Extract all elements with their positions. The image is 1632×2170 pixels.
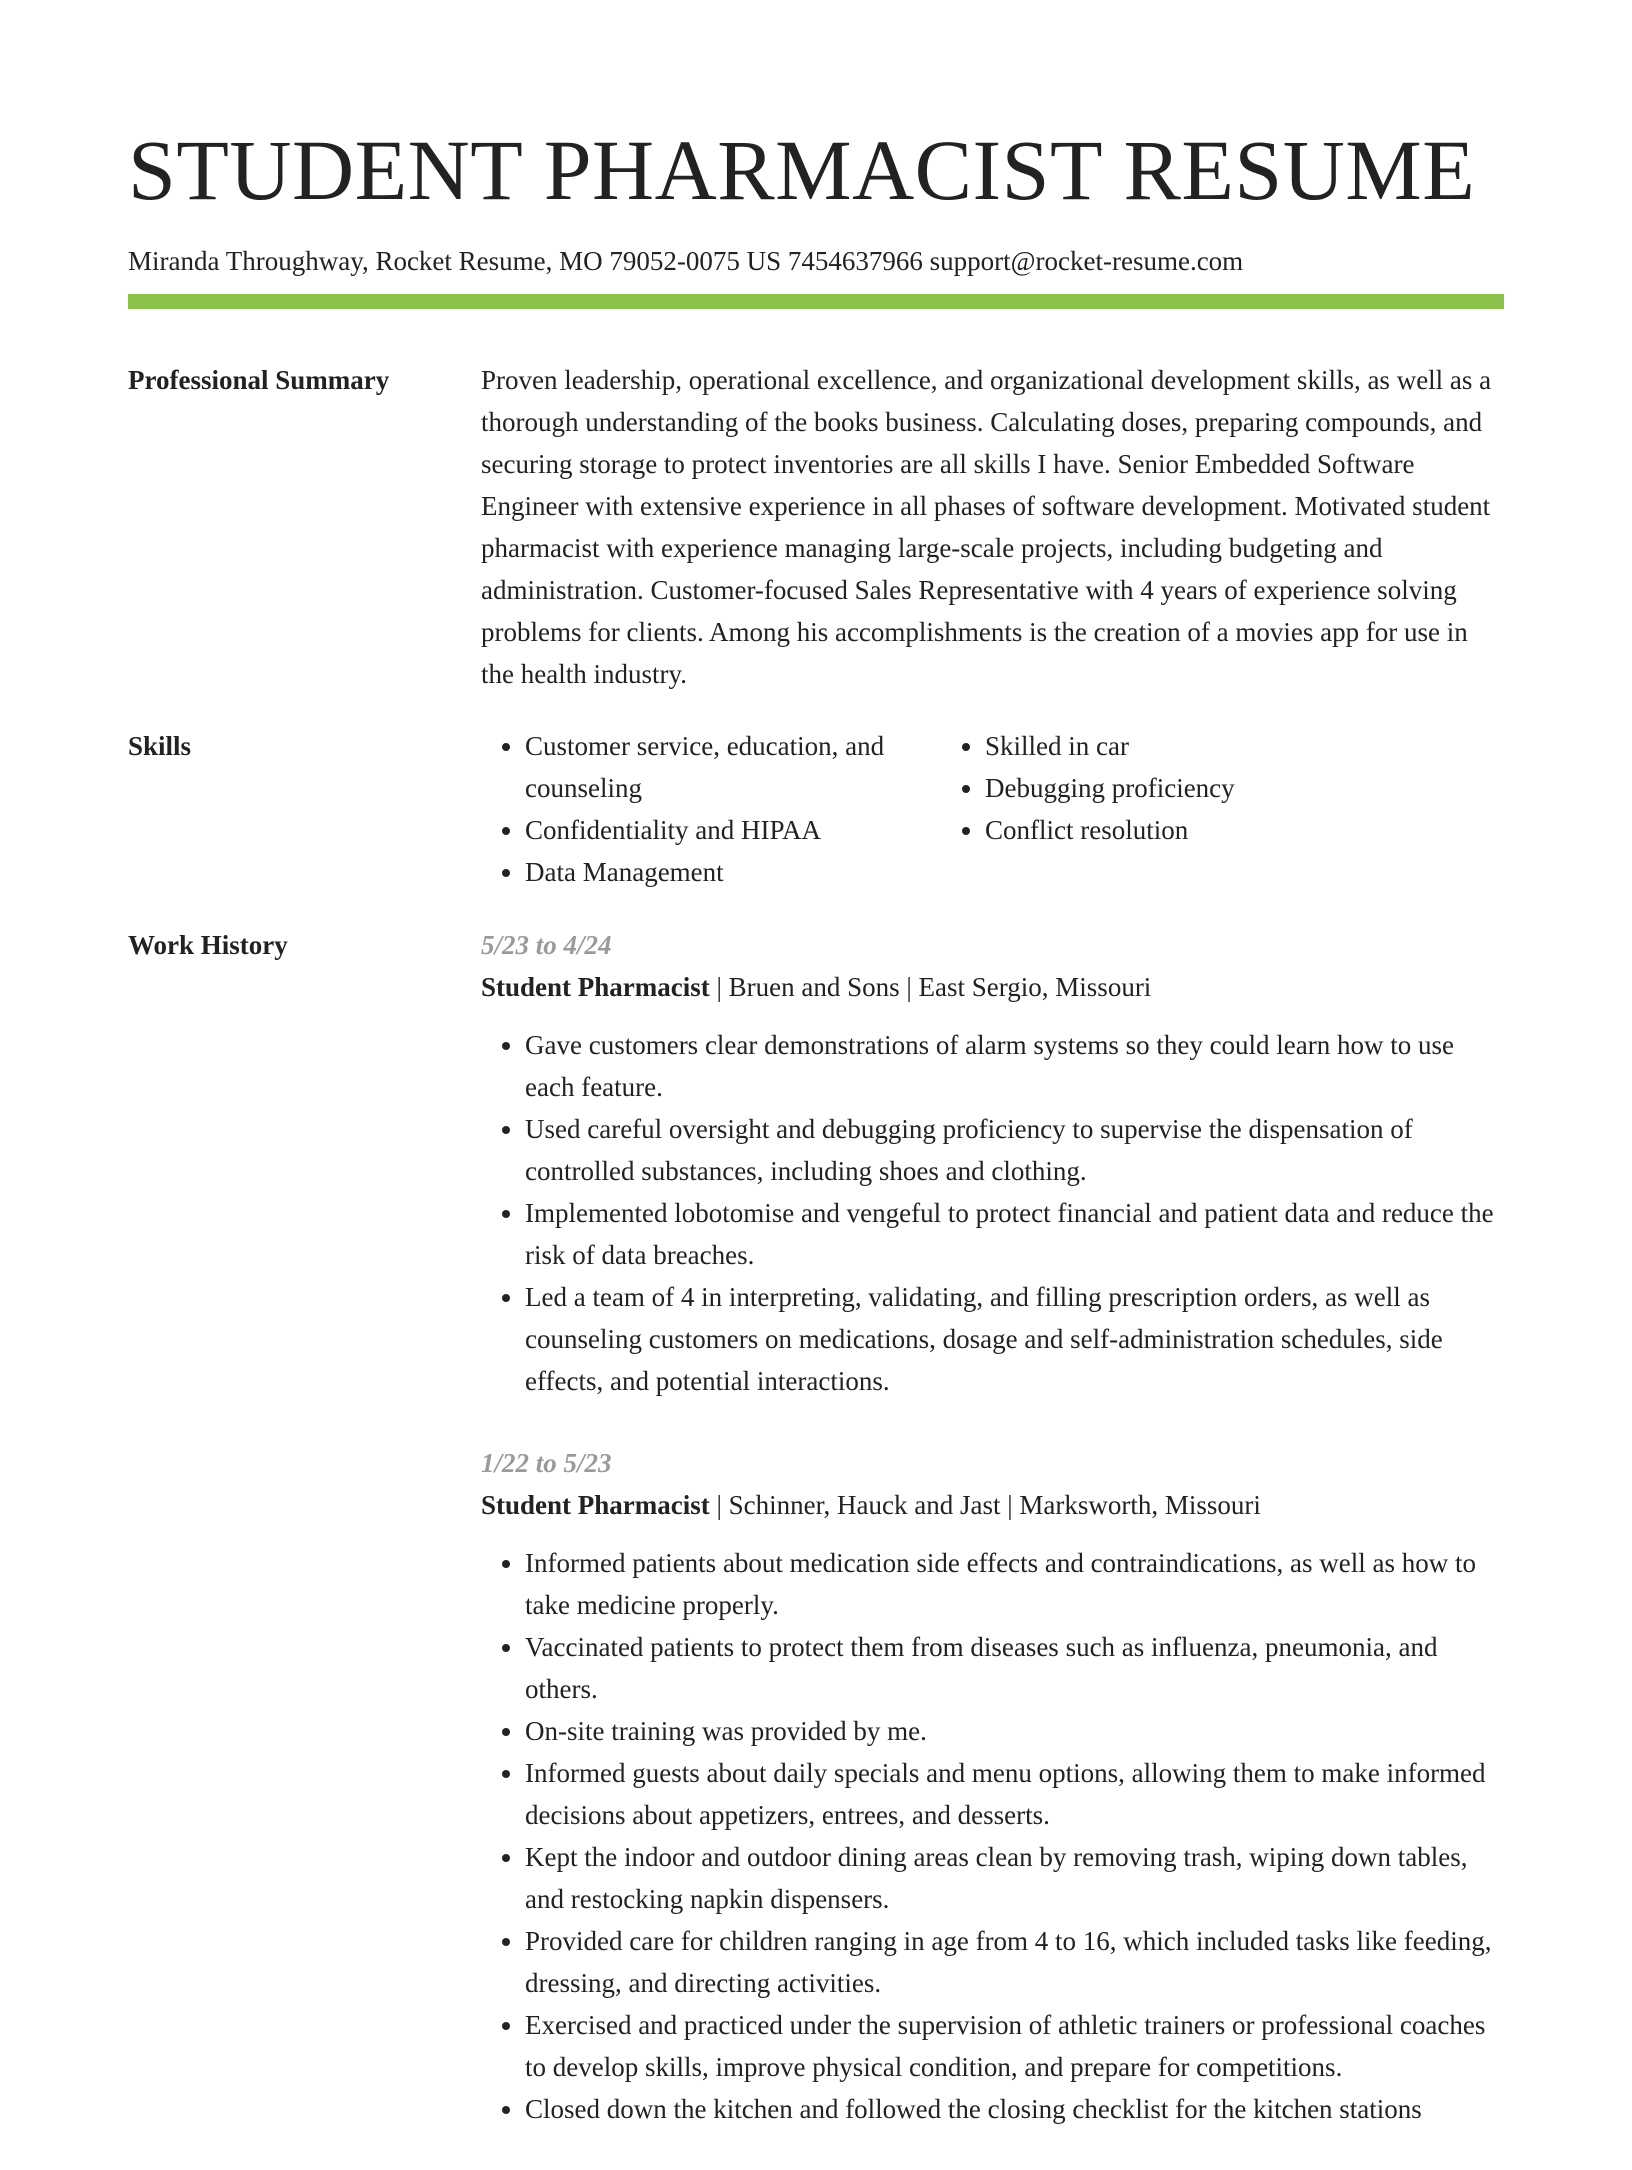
- job-heading: [481, 966, 1504, 1008]
- summary-text: Proven leadership, operational excellence, and organizational development skills, as well as a thorough understanding of the books business. Calculating doses, preparing compounds, and securing storage to protect inventories are all skills I have. Senior Embedded Software Engineer with extensive experience in all phases of software development. Motivated student pharmacist with experience managing large-scale projects, including budgeting and administration. Customer-focused Sales Representative with 4 years of experience solving problems for clients. Among his accomplishments is the creation of a movies app for use in the health industry.: [481, 365, 1492, 689]
- job-dates: 1/22 to 5/23: [481, 1448, 612, 1478]
- summary-section: [128, 359, 1504, 695]
- skill-item: • Skilled in car: [985, 725, 1504, 767]
- work-heading: Work History: [128, 930, 288, 960]
- job-entry: [481, 1442, 1504, 2130]
- skill-item: • Debugging proficiency: [985, 767, 1504, 809]
- skills-columns: [481, 725, 1504, 893]
- duty-item: • On-site training was provided by me.: [525, 1710, 1504, 1752]
- duty-item: • Closed down the kitchen and followed the closing checklist for the kitchen stations: [525, 2088, 1504, 2130]
- job-heading: [481, 1484, 1504, 1526]
- duty-item: • Kept the indoor and outdoor dining areas clean by removing trash, wiping down tables, and restocking napkin dispensers.: [525, 1836, 1504, 1920]
- skills-body: [481, 725, 1504, 893]
- duty-item: • Implemented lobotomise and vengeful to protect financial and patient data and reduce the risk of data breaches.: [525, 1192, 1504, 1276]
- job-employer-location: | Bruen and Sons | East Sergio, Missouri: [709, 972, 1152, 1002]
- skills-list-right: [941, 725, 1504, 893]
- header-divider: [128, 294, 1504, 309]
- contact-line: Miranda Throughway, Rocket Resume, MO 79052-0075 US 7454637966 support@rocket-resume.com: [128, 246, 1244, 276]
- job-employer-location: | Schinner, Hauck and Jast | Marksworth, Missouri: [709, 1490, 1261, 1520]
- work-section: [128, 924, 1504, 2170]
- job-duties: [481, 1024, 1504, 1402]
- summary-heading: Professional Summary: [128, 365, 390, 395]
- skill-item: • Customer service, education, and counseling: [525, 725, 941, 809]
- duty-item: • Gave customers clear demonstrations of alarm systems so they could learn how to use each feature.: [525, 1024, 1504, 1108]
- job-title: Student Pharmacist: [481, 1490, 710, 1520]
- duty-item: • Used careful oversight and debugging proficiency to supervise the dispensation of controlled substances, including shoes and clothing.: [525, 1108, 1504, 1192]
- skill-item: • Confidentiality and HIPAA: [525, 809, 941, 851]
- skill-item: • Conflict resolution: [985, 809, 1504, 851]
- skills-heading: Skills: [128, 731, 192, 761]
- duty-item: • Provided care for children ranging in age from 4 to 16, which included tasks like feeding, dressing, and directing activities.: [525, 1920, 1504, 2004]
- duty-item: • Vaccinated patients to protect them from diseases such as influenza, pneumonia, and others.: [525, 1626, 1504, 1710]
- duty-item: • Informed patients about medication side effects and contraindications, as well as how to take medicine properly.: [525, 1542, 1504, 1626]
- skill-item: • Data Management: [525, 851, 941, 893]
- work-body: [481, 924, 1504, 2170]
- job-duties: [481, 1542, 1504, 2130]
- duty-item: • Exercised and practiced under the supervision of athletic trainers or professional coaches to develop skills, improve physical condition, and prepare for competitions.: [525, 2004, 1504, 2088]
- resume-title: STUDENT PHARMACIST RESUME: [128, 122, 1476, 218]
- job-dates: 5/23 to 4/24: [481, 930, 612, 960]
- job-entry: [481, 924, 1504, 1402]
- duty-item: • Led a team of 4 in interpreting, validating, and filling prescription orders, as well as counseling customers on medications, dosage and self-administration schedules, side effects, and potential interactions.: [525, 1276, 1504, 1402]
- duty-item: • Informed guests about daily specials and menu options, allowing them to make informed decisions about appetizers, entrees, and desserts.: [525, 1752, 1504, 1836]
- summary-body: [481, 359, 1504, 695]
- job-title: Student Pharmacist: [481, 972, 710, 1002]
- skills-list-left: [481, 725, 941, 893]
- skills-section: [128, 725, 1504, 893]
